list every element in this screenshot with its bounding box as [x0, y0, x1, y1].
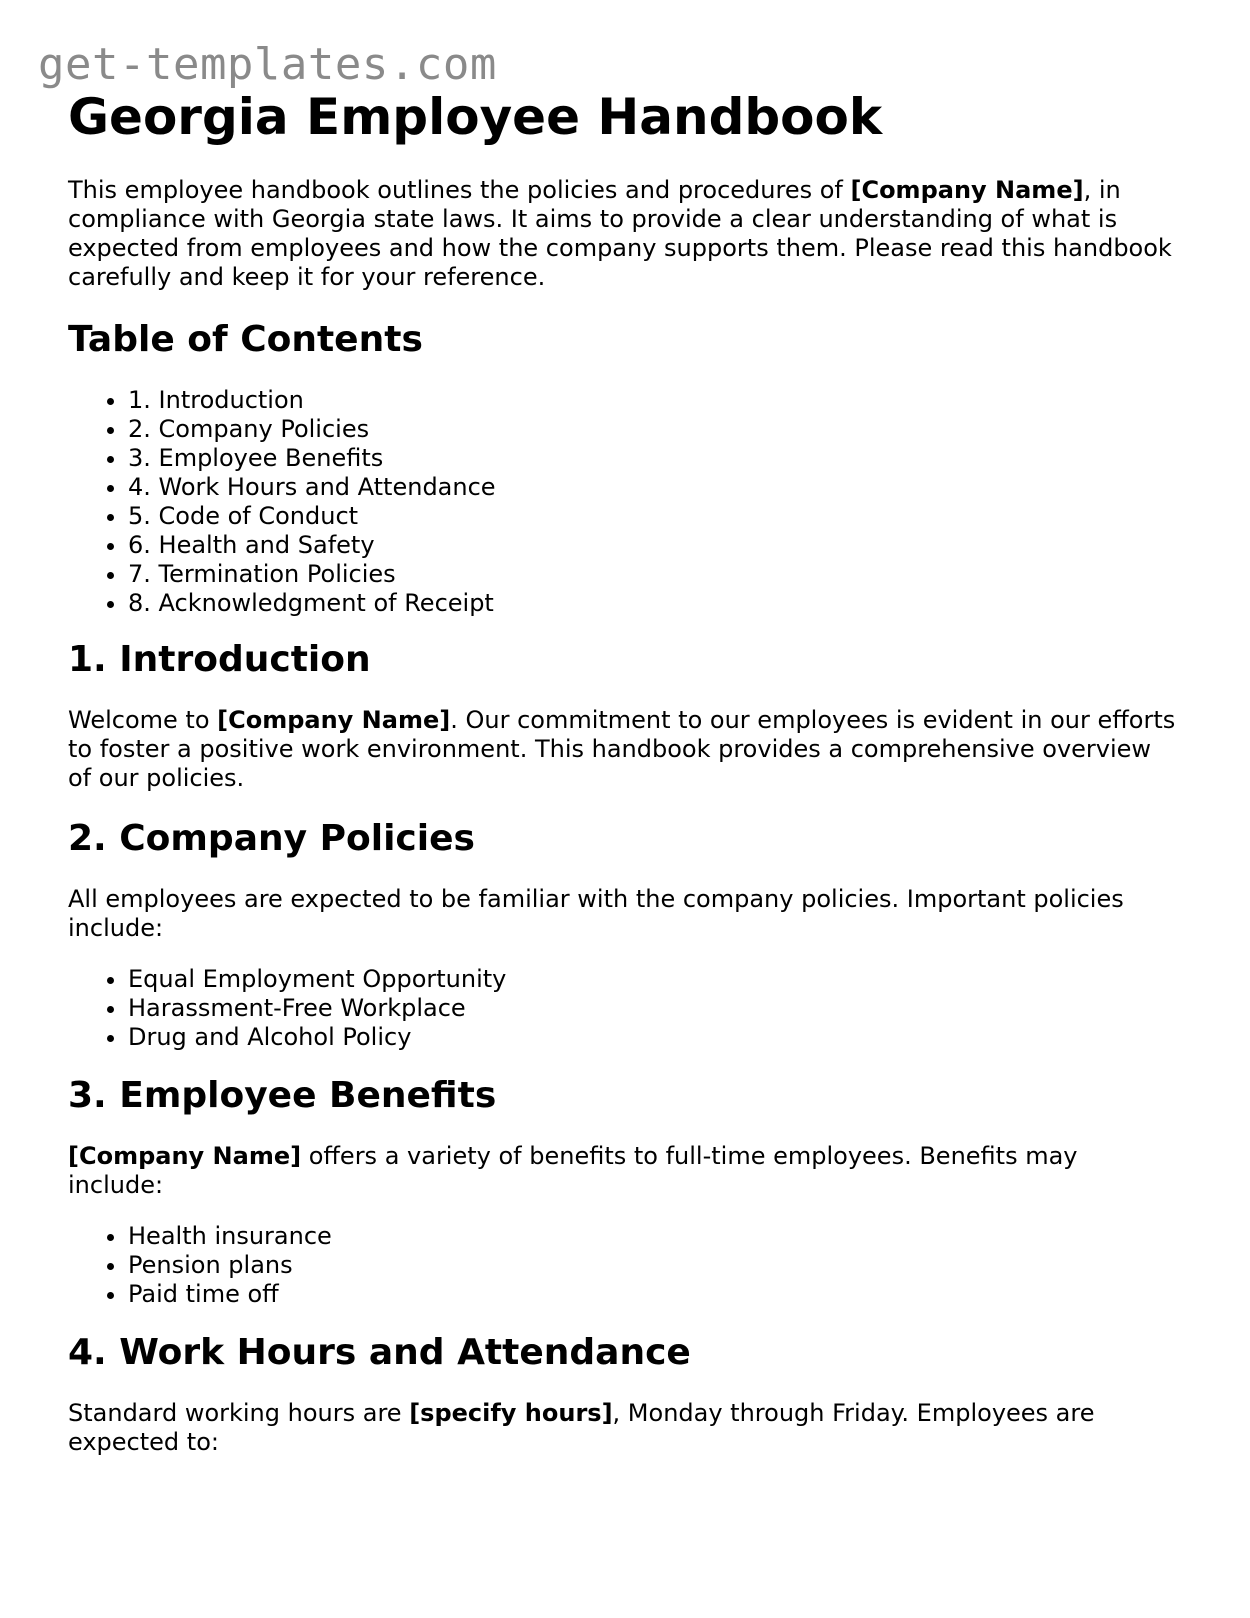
- toc-item: • 4. Work Hours and Attendance: [128, 473, 1178, 502]
- introduction-paragraph: [68, 706, 1178, 793]
- policy-item: • Harassment-Free Workplace: [128, 994, 1178, 1023]
- work-hours-text-start: Standard working hours are: [68, 1399, 410, 1427]
- policies-heading: 2. Company Policies: [68, 818, 475, 859]
- benefits-heading: 3. Employee Benefits: [68, 1075, 497, 1116]
- toc-item: • 1. Introduction: [128, 386, 1178, 415]
- policies-list: [68, 965, 1178, 1052]
- policy-item: • Equal Employment Opportunity: [128, 965, 1178, 994]
- benefits-text: offers a variety of benefits to full-time employees. Benefits may include:: [68, 1142, 1078, 1199]
- work-hours-heading: 4. Work Hours and Attendance: [68, 1332, 691, 1373]
- benefits-list: [68, 1222, 1178, 1309]
- benefits-paragraph: [68, 1142, 1178, 1200]
- document-title: Georgia Employee Handbook: [68, 88, 883, 146]
- introduction-heading: 1. Introduction: [68, 639, 371, 680]
- hours-placeholder: [specify hours]: [409, 1399, 613, 1427]
- intro-paragraph: [68, 176, 1178, 292]
- toc-item: • 3. Employee Benefits: [128, 444, 1178, 473]
- work-hours-text-end: , Monday through Friday. Employees are expected to:: [68, 1399, 1095, 1456]
- benefit-item: • Health insurance: [128, 1222, 1178, 1251]
- company-name-placeholder: [Company Name]: [68, 1142, 302, 1170]
- toc-item: • 2. Company Policies: [128, 415, 1178, 444]
- benefit-item: • Pension plans: [128, 1251, 1178, 1280]
- toc-item: • 5. Code of Conduct: [128, 502, 1178, 531]
- toc-item: • 7. Termination Policies: [128, 560, 1178, 589]
- intro-text-end: , in compliance with Georgia state laws. It aims to provide a clear understanding of what is expected from employees and how the company supports them. Please read this handbook carefully and keep it for your reference.: [68, 176, 1172, 291]
- benefit-item: • Paid time off: [128, 1280, 1178, 1309]
- toc-item: • 8. Acknowledgment of Receipt: [128, 589, 1178, 618]
- company-name-placeholder: [Company Name]: [217, 706, 451, 734]
- toc-item: • 6. Health and Safety: [128, 531, 1178, 560]
- toc-heading: Table of Contents: [68, 319, 423, 360]
- introduction-text-start: Welcome to: [68, 706, 218, 734]
- work-hours-paragraph: [68, 1399, 1178, 1457]
- company-name-placeholder: [Company Name]: [850, 176, 1084, 204]
- policies-paragraph: All employees are expected to be familiar with the company policies. Important policies include:: [68, 885, 1124, 942]
- watermark: get-templates.com: [38, 39, 497, 90]
- introduction-text-end: . Our commitment to our employees is evident in our efforts to foster a positive work environment. This handbook provides a comprehensive overview of our policies.: [68, 706, 1176, 792]
- policy-item: • Drug and Alcohol Policy: [128, 1023, 1178, 1052]
- document-body: [68, 86, 1178, 1457]
- toc-list: [68, 386, 1178, 618]
- intro-text-start: This employee handbook outlines the policies and procedures of: [68, 176, 851, 204]
